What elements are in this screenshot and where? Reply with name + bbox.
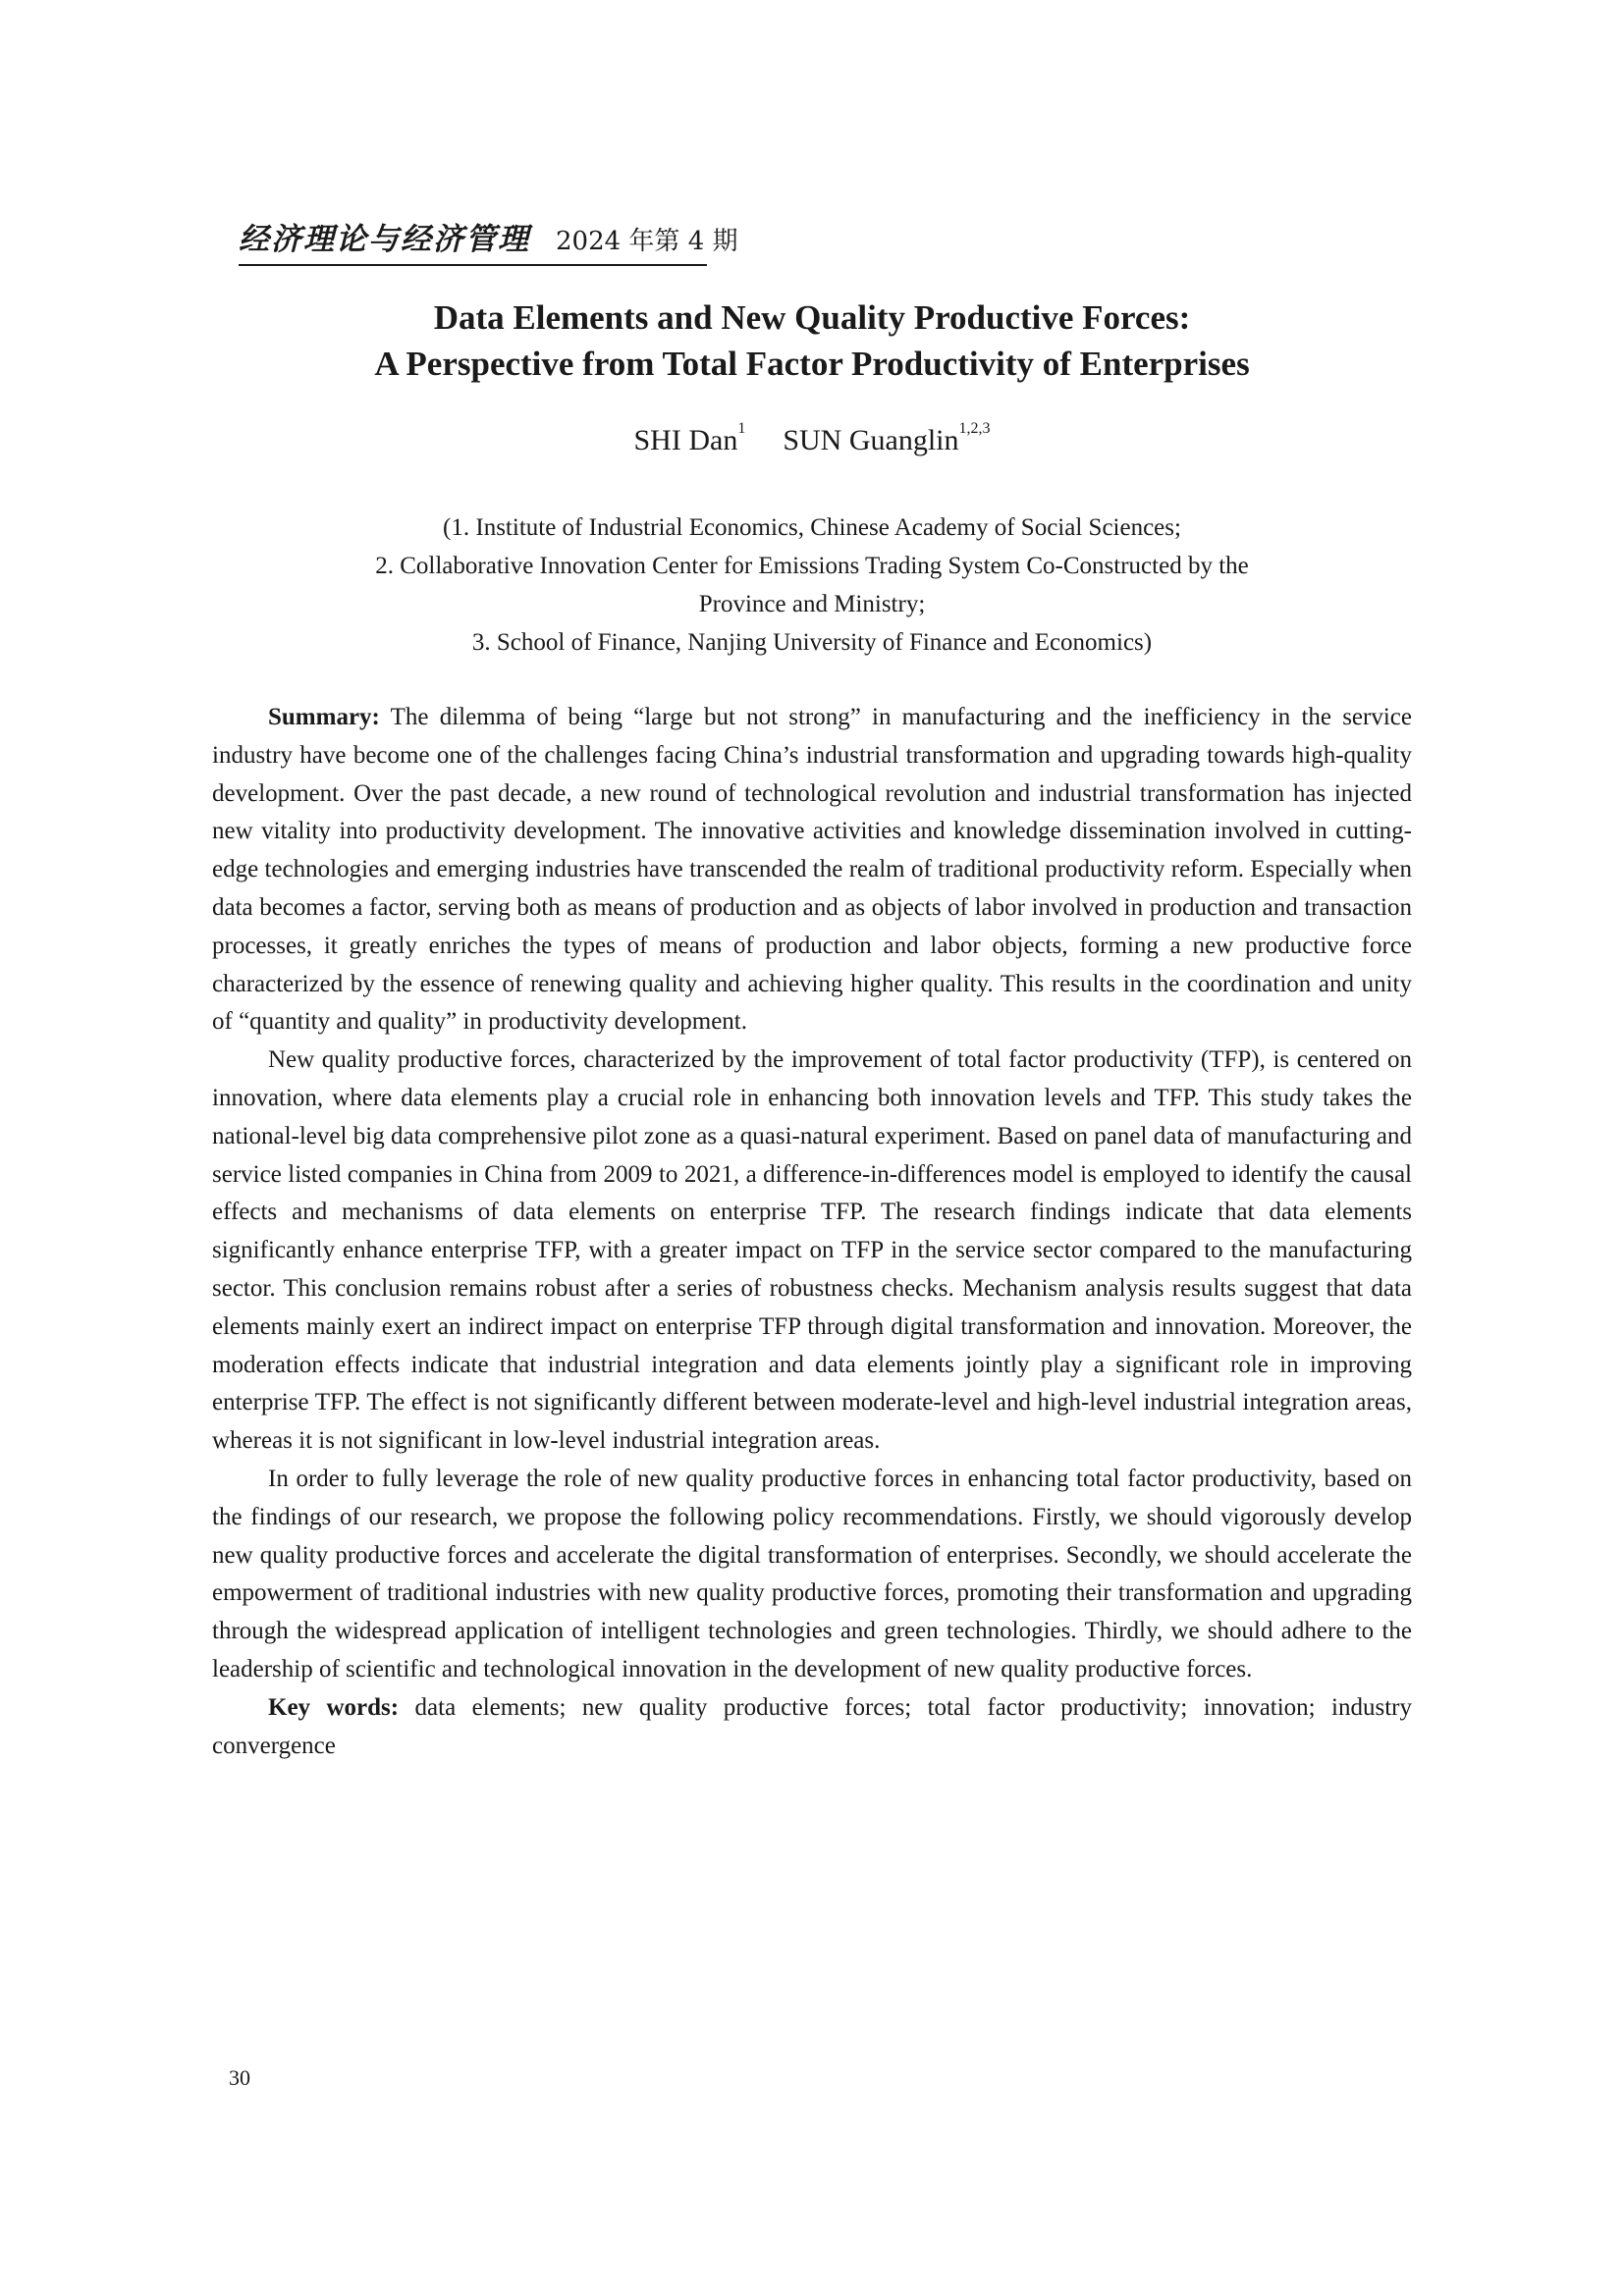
summary-label: Summary:: [268, 704, 380, 730]
abstract: [212, 699, 1412, 1765]
affiliations: [236, 508, 1388, 662]
paper-title-line-1: Data Elements and New Quality Productive Forces:: [433, 298, 1191, 337]
author-name: SHI Dan: [633, 424, 738, 456]
journal-issue: 2024 年第 4 期: [556, 227, 738, 256]
summary-paragraph: [212, 699, 1412, 1041]
affiliation-line: 2. Collaborative Innovation Center for Emissions Trading System Co-Constructed by the: [375, 553, 1249, 579]
summary-text: The dilemma of being “large but not strong” in manufacturing and the inefficiency in the service industry have become one of the challenges facing China’s industrial transformation and upgrading towards high-quality development. Over the past decade, a new round of technological revolution and industrial transformation has injected new vitality into productivity development. The innovative activities and knowledge dissemination involved in cutting-edge technologies and emerging industries have transcended the realm of traditional productivity reform. Especially when data becomes a factor, serving both as means of production and as objects of labor involved in production and transaction processes, it greatly enriches the types of means of production and labor objects, forming a new productive force characterized by the essence of renewing quality and achieving higher quality. This results in the coordination and unity of “quantity and quality” in productivity development.: [212, 704, 1412, 1036]
author-list: [0, 420, 1624, 457]
page-number: 30: [229, 2065, 250, 2090]
author-name: SUN Guanglin: [783, 424, 959, 456]
journal-name: 经济理论与经济管理: [239, 222, 530, 257]
summary-paragraph: In order to fully leverage the role of new quality productive forces in enhancing total factor productivity, based on the findings of our research, we propose the following policy recommendations. Firstly, we should vigorously develop new quality productive forces and accelerate the digital transformation of enterprises. Secondly, we should accelerate the empowerment of traditional industries with new quality productive forces, promoting their transformation and upgrading through the widespread application of intelligent technologies and green technologies. Thirdly, we should adhere to the leadership of scientific and technological innovation in the development of new quality productive forces.: [212, 1465, 1412, 1682]
summary-paragraph: New quality productive forces, characterized by the improvement of total factor productivity (TFP), is centered on innovation, where data elements play a crucial role in enhancing both innovation levels and TFP. This study takes the national-level big data comprehensive pilot zone as a quasi-natural experiment. Based on panel data of manufacturing and service listed companies in China from 2009 to 2021, a difference-in-differences model is employed to identify the causal effects and mechanisms of data elements on enterprise TFP. The research findings indicate that data elements significantly enhance enterprise TFP, with a greater impact on TFP in the service sector compared to the manufacturing sector. This conclusion remains robust after a series of robustness checks. Mechanism analysis results suggest that data elements mainly exert an indirect impact on enterprise TFP through digital transformation and innovation. Moreover, the moderation effects indicate that industrial integration and data elements jointly play a significant role in improving enterprise TFP. The effect is not significantly different between moderate-level and high-level industrial integration areas, whereas it is not significant in low-level industrial integration areas.: [212, 1046, 1412, 1455]
affiliation-line: (1. Institute of Industrial Economics, Chinese Academy of Social Sciences;: [443, 514, 1181, 541]
keywords-label: Key words:: [268, 1693, 400, 1721]
paper-title: [0, 294, 1624, 387]
keywords-text: data elements; new quality productive forces; total factor productivity; innovation; industry convergence: [212, 1693, 1413, 1759]
affiliation-line: 3. School of Finance, Nanjing University of Finance and Economics): [471, 629, 1153, 656]
keywords-paragraph: [212, 1689, 1412, 1766]
journal-header: [239, 214, 738, 266]
paper-title-line-2: A Perspective from Total Factor Productivity of Enterprises: [374, 345, 1250, 383]
author-affiliation-mark: 1,2,3: [958, 420, 991, 437]
affiliation-line: Province and Ministry;: [698, 591, 926, 617]
author-affiliation-mark: 1: [737, 420, 746, 437]
